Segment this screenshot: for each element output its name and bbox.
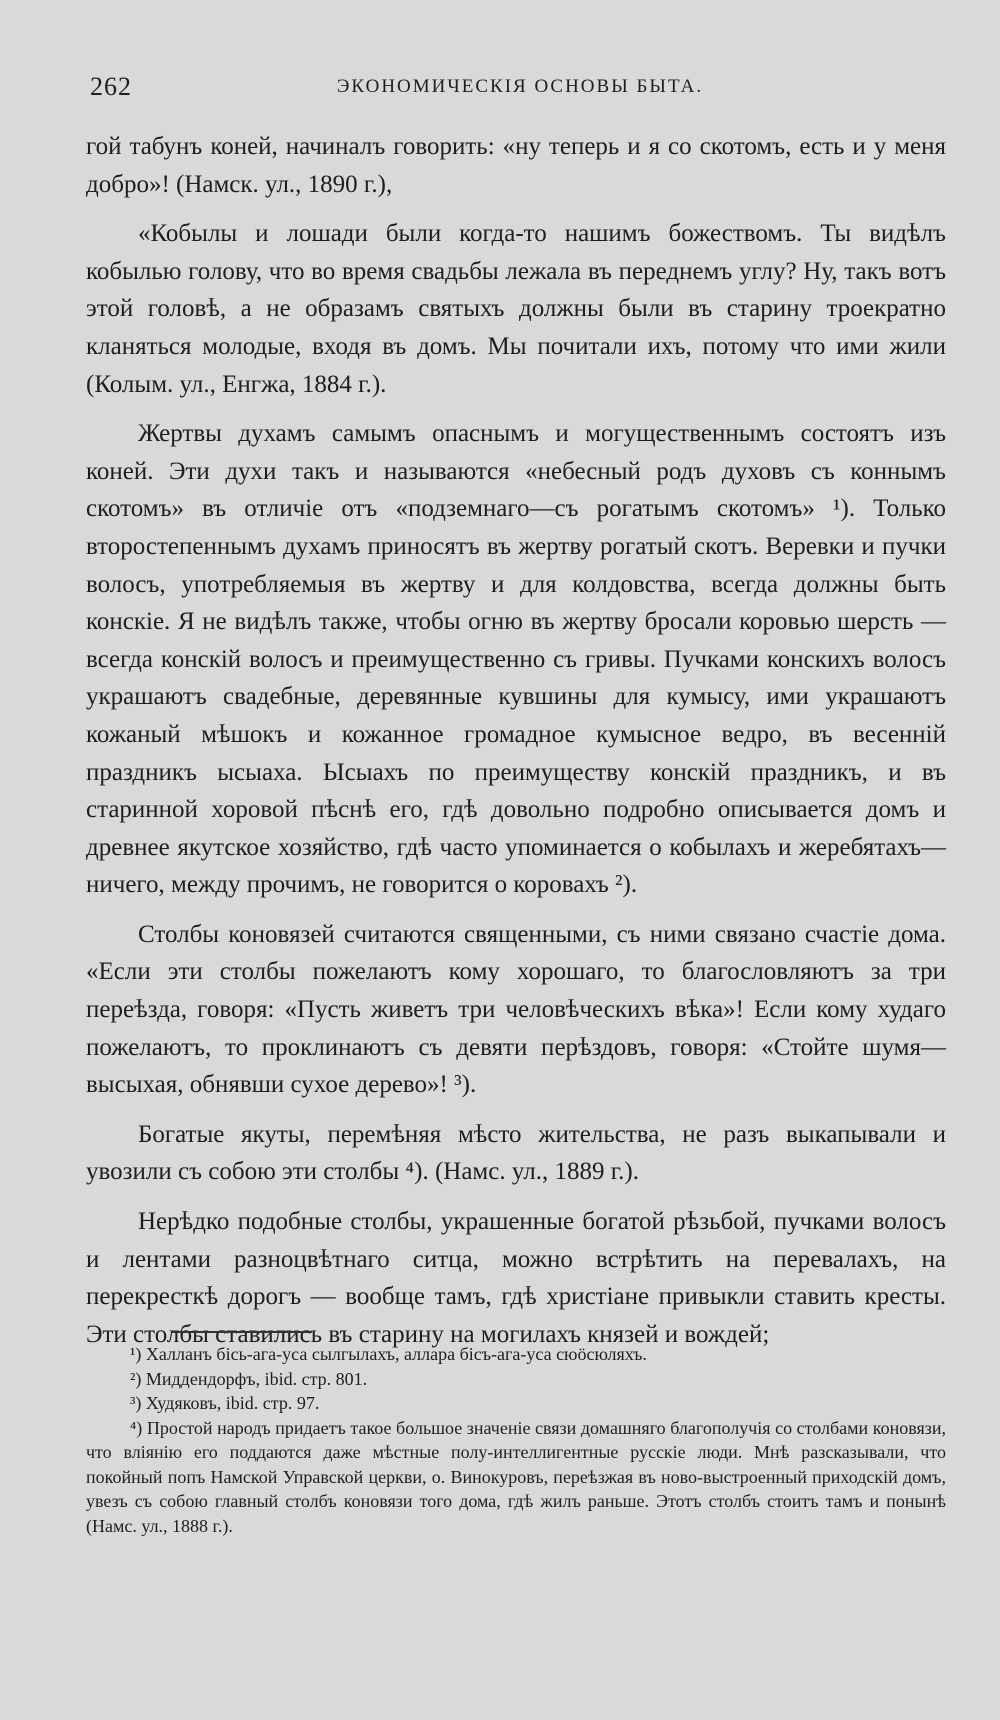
- page-header: [90, 72, 950, 108]
- footnote: ¹) Халланъ бісь-ага-уса сылгылахъ, аллара бісъ-ага-уса сюöсюляхъ.: [130, 1344, 647, 1364]
- paragraph: Столбы коновязей считаются священными, съ ними связано счастіе дома. «Если эти столбы пожелаютъ кому хорошаго, то благословляютъ за три переѣзда, говоря: «Пусть живетъ три человѣческихъ вѣка»! Если кому худаго пожелаютъ, то проклинаютъ съ девяти перѣздовъ, говоря: «Стойте шумя—высыхая, обнявши сухое дерево»! ³).: [86, 920, 946, 1099]
- page-number: 262: [90, 72, 132, 101]
- paragraph: гой табунъ коней, начиналъ говорить: «ну теперь и я со скотомъ, есть и у меня добро»! (Намск. ул., 1890 г.),: [86, 133, 946, 198]
- paragraph: Жертвы духамъ самымъ опаснымъ и могущественнымъ состоятъ изъ коней. Эти духи такъ и называются «небесный родъ духовъ съ коннымъ скотомъ» въ отличіе отъ «подземнаго—съ рогатымъ скотомъ» ¹). Только второстепеннымъ духамъ приносятъ въ жертву рогатый скотъ. Веревки и пучки волосъ, употребляемыя въ жертву и для колдовства, всегда должны быть конскіе. Я не видѣлъ также, чтобы огню въ жертву бросали коровью шерсть — всегда конскій волосъ и преимущественно съ гривы. Пучками конскихъ волосъ украшаютъ свадебные, деревянные кувшины для кумысу, ими украшаютъ кожаный мѣшокъ и кожанное громадное кумысное ведро, въ весенній праздникъ ысыаха. Ысыахъ по преимуществу конскій праздникъ, и въ старинной хоровой пѣснѣ его, гдѣ довольно подробно описывается домъ и древнее якутское хозяйство, гдѣ часто упоминается о кобылахъ и жеребятахъ—ничего, между прочимъ, не говорится о коровахъ ²).: [86, 420, 946, 899]
- paragraph: Богатые якуты, перемѣняя мѣсто жительства, не разъ выкапывали и увозили съ собою эти столбы ⁴). (Намс. ул., 1889 г.).: [86, 1120, 946, 1186]
- footnote: ⁴) Простой народъ придаетъ такое большое значеніе связи домашняго благополучія со столбами коновязи, что вліянію его поддаются даже мѣстные полу-интеллигентные русскіе люди. Мнѣ разсказывали, что покойный попъ Намской Управской церкви, о. Винокуровъ, переѣзжая въ ново-выстроенный приходскій домъ, увезъ съ собою главный столбъ коновязи того дома, гдѣ жилъ раньше. Этотъ столбъ стоитъ тамъ и понынѣ (Намс. ул., 1888 г.).: [86, 1417, 946, 1536]
- footnote: ²) Миддендорфъ, ibid. стр. 801.: [130, 1368, 368, 1389]
- paragraph: «Кобылы и лошади были когда-то нашимъ божествомъ. Ты видѣлъ кобылью голову, что во время свадьбы лежала въ переднемъ углу? Ну, такъ вотъ этой головѣ, а не образамъ святыхъ должны были въ старину троекратно кланяться молодые, входя въ домъ. Мы почитали ихъ, потому что ими жили (Колым. ул., Енгжа, 1884 г.).: [86, 220, 946, 398]
- body-text: [86, 128, 946, 1365]
- running-title: ЭКОНОМИЧЕСКІЯ ОСНОВЫ БЫТА.: [336, 76, 704, 97]
- footnotes: [86, 1342, 946, 1538]
- paragraph: Нерѣдко подобные столбы, украшенные богатой рѣзьбой, пучками волосъ и лентами разноцвѣтнаго ситца, можно встрѣтить на перевалахъ, на перекресткѣ дорогъ — вообще тамъ, гдѣ христіане привыкли ставить кресты. Эти столбы ставились въ старину на могилахъ князей и вождей;: [86, 1208, 946, 1348]
- footnote-divider: [172, 1331, 312, 1333]
- footnote: ³) Худяковъ, ibid. стр. 97.: [130, 1393, 320, 1413]
